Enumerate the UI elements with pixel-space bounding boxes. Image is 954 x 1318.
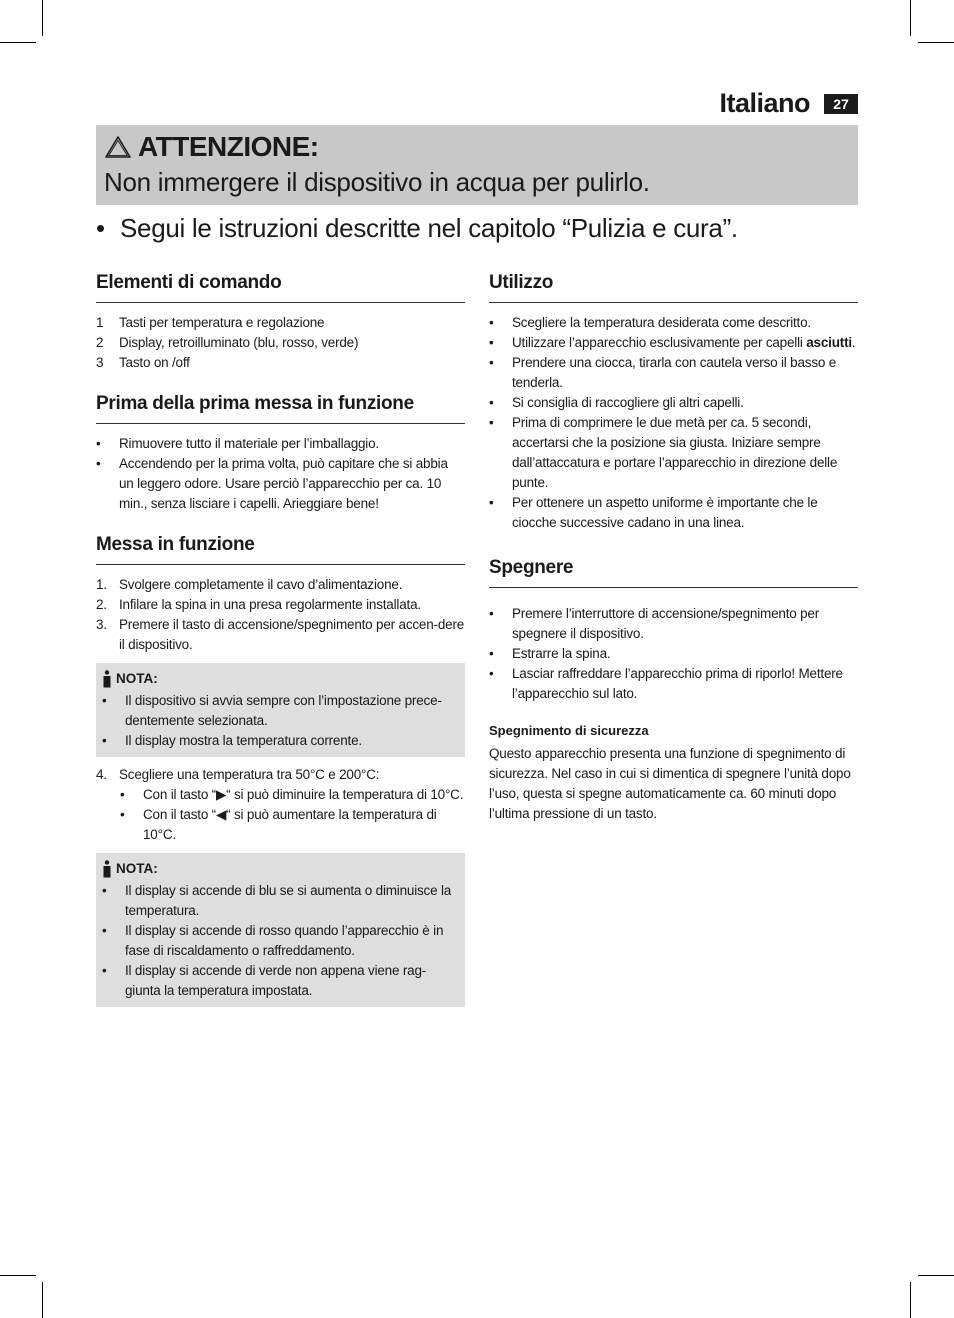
crop-mark [42, 1282, 43, 1318]
item-text: Scegliere una temperatura tra 50°C e 200°C: [119, 767, 380, 782]
list-item: • Il display si accende di verde non appena viene rag-giunta la temperatura impostata. [102, 961, 457, 1001]
list-item [96, 313, 465, 333]
section-safety [489, 722, 858, 824]
list-item: • Con il tasto “◀“ si può aumentare la temperatura di 10°C. [120, 805, 465, 845]
off-list [489, 604, 858, 704]
section-off [489, 555, 858, 704]
crop-mark [910, 0, 911, 36]
section-title: Utilizzo [489, 270, 858, 303]
item-text-bold: asciutti [806, 335, 852, 350]
item-text: Prima di comprimere le due metà per ca. 5 secondi, accertarsi che la posizione sia giusta. Iniziare sempre dall’attaccatura e portare l’apparecchio in direzione delle punte. [512, 415, 838, 490]
warning-bullet-text: Segui le istruzioni descritte nel capitolo “Pulizia e cura”. [120, 213, 738, 243]
item-text: Con il tasto “◀“ si può aumentare la temperatura di 10°C. [143, 807, 437, 842]
step-4-sublist [96, 785, 465, 845]
right-column [489, 270, 858, 824]
language-title: Italiano [719, 88, 810, 118]
note-title-text: NOTA: [116, 671, 158, 686]
item-text: Premere il tasto di accensione/spegnimento per accen-dere il dispositivo. [119, 617, 465, 652]
section-usage [489, 270, 858, 533]
item-number: 3. [96, 617, 107, 632]
section-startup [96, 532, 465, 1007]
item-text: Con il tasto “▶“ si può diminuire la temperatura di 10°C. [143, 787, 464, 802]
list-item: • Estrarre la spina. [489, 644, 858, 664]
list-item: • Rimuovere tutto il materiale per l’imballaggio. [96, 434, 465, 454]
crop-mark [910, 1282, 911, 1318]
item-number: 1. [96, 577, 107, 592]
warning-text: Non immergere il dispositivo in acqua per pulirlo. [104, 167, 650, 197]
item-text: Il dispositivo si avvia sempre con l’impostazione prece-dentemente selezionata. [125, 693, 442, 728]
note-title-text: NOTA: [116, 861, 158, 876]
list-item: • Utilizzare l’apparecchio esclusivamente per capelli asciutti. [489, 333, 858, 353]
item-text: Si consiglia di raccogliere gli altri capelli. [512, 395, 744, 410]
left-column [96, 270, 465, 1025]
warning-bullet [96, 208, 738, 248]
item-text: Estrarre la spina. [512, 646, 611, 661]
warning-triangle-icon [104, 135, 132, 159]
crop-mark [918, 42, 954, 43]
list-item: • Prendere una ciocca, tirarla con cautela verso il basso e tenderla. [489, 353, 858, 393]
note-list [102, 691, 457, 751]
crop-mark [0, 1275, 36, 1276]
page-number: 27 [824, 94, 858, 114]
item-text [512, 333, 858, 353]
list-item: • Il display mostra la temperatura corrente. [102, 731, 457, 751]
startup-step-4 [96, 765, 465, 785]
item-text: Premere l’interruttore di accensione/spegnimento per spegnere il dispositivo. [512, 606, 820, 641]
section-controls [96, 270, 465, 373]
startup-steps [96, 575, 465, 655]
list-item: • Si consiglia di raccogliere gli altri capelli. [489, 393, 858, 413]
item-number: 4. [96, 767, 107, 782]
item-text: Prendere una ciocca, tirarla con cautela verso il basso e tenderla. [512, 355, 837, 390]
item-text: Scegliere la temperatura desiderata come descritto. [512, 315, 811, 330]
safety-paragraph: Questo apparecchio presenta una funzione di spegnimento di sicurezza. Nel caso in cui si dimentica di spegnere l’unità dopo l’uso, questa si spegne automaticamente ca. 60 minuti dopo l’ultima pressione di un tasto. [489, 746, 851, 821]
page-header [719, 88, 858, 119]
list-item: • Il display si accende di blu se si aumenta o diminuisce la temperatura. [102, 881, 457, 921]
item-number: 3 [96, 355, 104, 370]
list-item [96, 353, 465, 373]
item-text: Il display si accende di verde non appena viene rag-giunta la temperatura impostata. [125, 963, 427, 998]
list-item: • Premere l’interruttore di accensione/spegnimento per spegnere il dispositivo. [489, 604, 858, 644]
list-item: • Accendendo per la prima volta, può capitare che si abbia un leggero odore. Usare perciò l’apparecchio per ca. 10 min., senza lisciare i capelli. Arieggiare bene! [96, 454, 465, 514]
section-title: Messa in funzione [96, 532, 465, 565]
list-item: • Con il tasto “▶“ si può diminuire la temperatura di 10°C. [120, 785, 465, 805]
warning-title-text: ATTENZIONE: [138, 131, 319, 162]
warning-box [96, 125, 858, 205]
list-item: • Scegliere la temperatura desiderata come descritto. [489, 313, 858, 333]
item-text: Display, retroilluminato (blu, rosso, verde) [119, 335, 359, 350]
crop-mark [918, 1275, 954, 1276]
crop-mark [0, 42, 36, 43]
item-number: 1 [96, 315, 104, 330]
item-text: Il display si accende di blu se si aumenta o diminuisce la temperatura. [125, 883, 452, 918]
note-list [102, 881, 457, 1001]
list-item: • Lasciar raffreddare l’apparecchio prima di riporlo! Mettere l’apparecchio sul lato. [489, 664, 858, 704]
usage-list [489, 313, 858, 533]
item-text: Tasto on /off [119, 355, 190, 370]
list-item: • Per ottenere un aspetto uniforme è importante che le ciocche successive cadano in una linea. [489, 493, 858, 533]
note-box [96, 663, 465, 757]
item-text: Infilare la spina in una presa regolarmente installata. [119, 597, 421, 612]
item-text: Svolgere completamente il cavo d’alimentazione. [119, 577, 403, 592]
list-item [96, 333, 465, 353]
note-title [102, 859, 457, 879]
list-item: • Il display si accende di rosso quando l’apparecchio è in fase di riscaldamento o raffreddamento. [102, 921, 457, 961]
info-icon [102, 860, 112, 878]
warning-title [104, 129, 850, 165]
item-text-part: . [851, 335, 856, 350]
list-item: • Prima di comprimere le due metà per ca. 5 secondi, accertarsi che la posizione sia giusta. Iniziare sempre dall’attaccatura e portare l’apparecchio in direzione delle punte. [489, 413, 858, 493]
item-text: Rimuovere tutto il materiale per l’imballaggio. [119, 436, 379, 451]
item-text: Il display mostra la temperatura corrente. [125, 733, 362, 748]
note-title [102, 669, 457, 689]
section-title: Prima della prima messa in funzione [96, 391, 465, 424]
list-item [96, 595, 465, 615]
item-text: Tasti per temperatura e regolazione [119, 315, 325, 330]
item-text: Per ottenere un aspetto uniforme è importante che le ciocche successive cadano in una linea. [512, 495, 818, 530]
subsection-title: Spegnimento di sicurezza [489, 723, 649, 738]
crop-mark [42, 0, 43, 36]
bullet-dot: • [96, 213, 105, 243]
section-title: Elementi di comando [96, 270, 465, 303]
section-first-use [96, 391, 465, 514]
item-text: Il display si accende di rosso quando l’apparecchio è in fase di riscaldamento o raffreddamento. [125, 923, 444, 958]
item-number: 2 [96, 335, 104, 350]
first-use-list [96, 434, 465, 514]
list-item [96, 615, 465, 655]
item-text-part: Utilizzare l’apparecchio esclusivamente per capelli [512, 335, 807, 350]
item-text: Lasciar raffreddare l’apparecchio prima di riporlo! Mettere l’apparecchio sul lato. [512, 666, 843, 701]
list-item: • Il dispositivo si avvia sempre con l’impostazione prece-dentemente selezionata. [102, 691, 457, 731]
note-box [96, 853, 465, 1007]
controls-list [96, 313, 465, 373]
item-number: 2. [96, 597, 107, 612]
item-text: Accendendo per la prima volta, può capitare che si abbia un leggero odore. Usare perciò l’apparecchio per ca. 10 min., senza lisciare i capelli. Arieggiare bene! [119, 456, 448, 511]
list-item [96, 765, 465, 785]
section-title: Spegnere [489, 555, 858, 588]
info-icon [102, 670, 112, 688]
list-item [96, 575, 465, 595]
